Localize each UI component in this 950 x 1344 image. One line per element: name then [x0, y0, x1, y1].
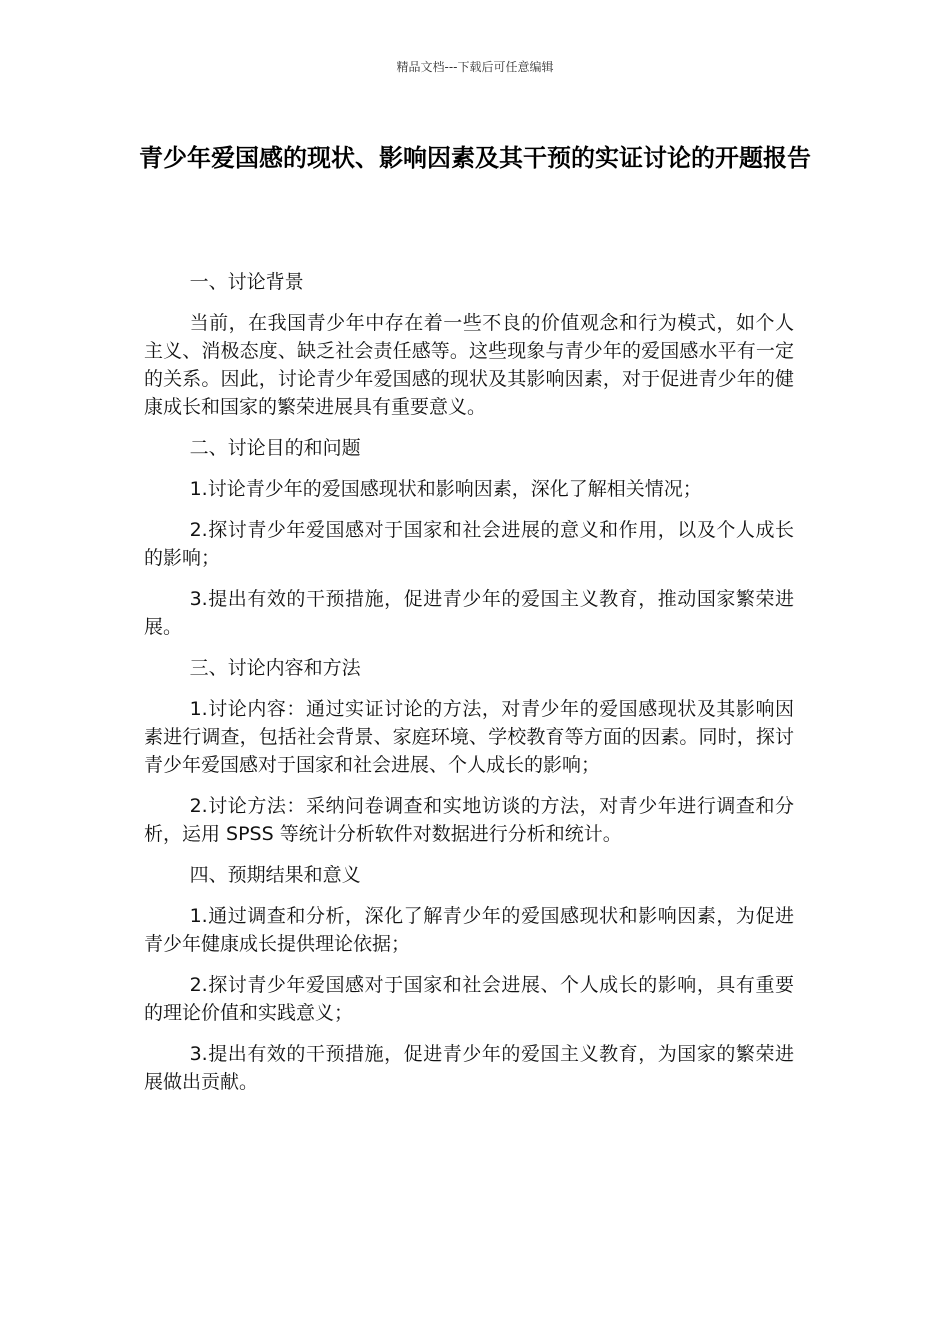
section-heading-expected-results: 四、预期结果和意义 [189, 864, 361, 886]
paragraph-goal-2: 2.探讨青少年爱国感对于国家和社会进展的意义和作用，以及个人成长的影响； [144, 519, 794, 569]
page-header: 精品文档---下载后可任意编辑 [396, 60, 554, 74]
section-heading-background: 一、讨论背景 [189, 271, 304, 293]
paragraph-methods: 2.讨论方法：采纳问卷调查和实地访谈的方法，对青少年进行调查和分析，运用 SPSS 等统计分析软件对数据进行分析和统计。 [144, 795, 794, 845]
paragraph-goal-1: 1.讨论青少年的爱国感现状和影响因素，深化了解相关情况； [189, 478, 702, 500]
section-heading-goals: 二、讨论目的和问题 [189, 437, 361, 459]
document-body [144, 268, 794, 1109]
paragraph-result-1: 1.通过调查和分析，深化了解青少年的爱国感现状和影响因素，为促进青少年健康成长提供理论依据； [144, 905, 794, 955]
paragraph-goal-3: 3.提出有效的干预措施，促进青少年的爱国主义教育，推动国家繁荣进展。 [144, 588, 794, 638]
section-heading-content-methods: 三、讨论内容和方法 [189, 657, 361, 679]
paragraph-result-2: 2.探讨青少年爱国感对于国家和社会进展、个人成长的影响，具有重要的理论价值和实践意义； [144, 974, 794, 1024]
document-title: 青少年爱国感的现状、影响因素及其干预的实证讨论的开题报告 [139, 144, 811, 172]
paragraph-content: 1.讨论内容：通过实证讨论的方法，对青少年的爱国感现状及其影响因素进行调查，包括社会背景、家庭环境、学校教育等方面的因素。同时，探讨青少年爱国感对于国家和社会进展、个人成长的影响； [144, 698, 794, 776]
paragraph-background: 当前，在我国青少年中存在着一些不良的价值观念和行为模式，如个人主义、消极态度、缺乏社会责任感等。这些现象与青少年的爱国感水平有一定的关系。因此，讨论青少年爱国感的现状及其影响因素，对于促进青少年的健康成长和国家的繁荣进展具有重要意义。 [144, 312, 794, 418]
paragraph-result-3: 3.提出有效的干预措施，促进青少年的爱国主义教育，为国家的繁荣进展做出贡献。 [144, 1043, 794, 1093]
